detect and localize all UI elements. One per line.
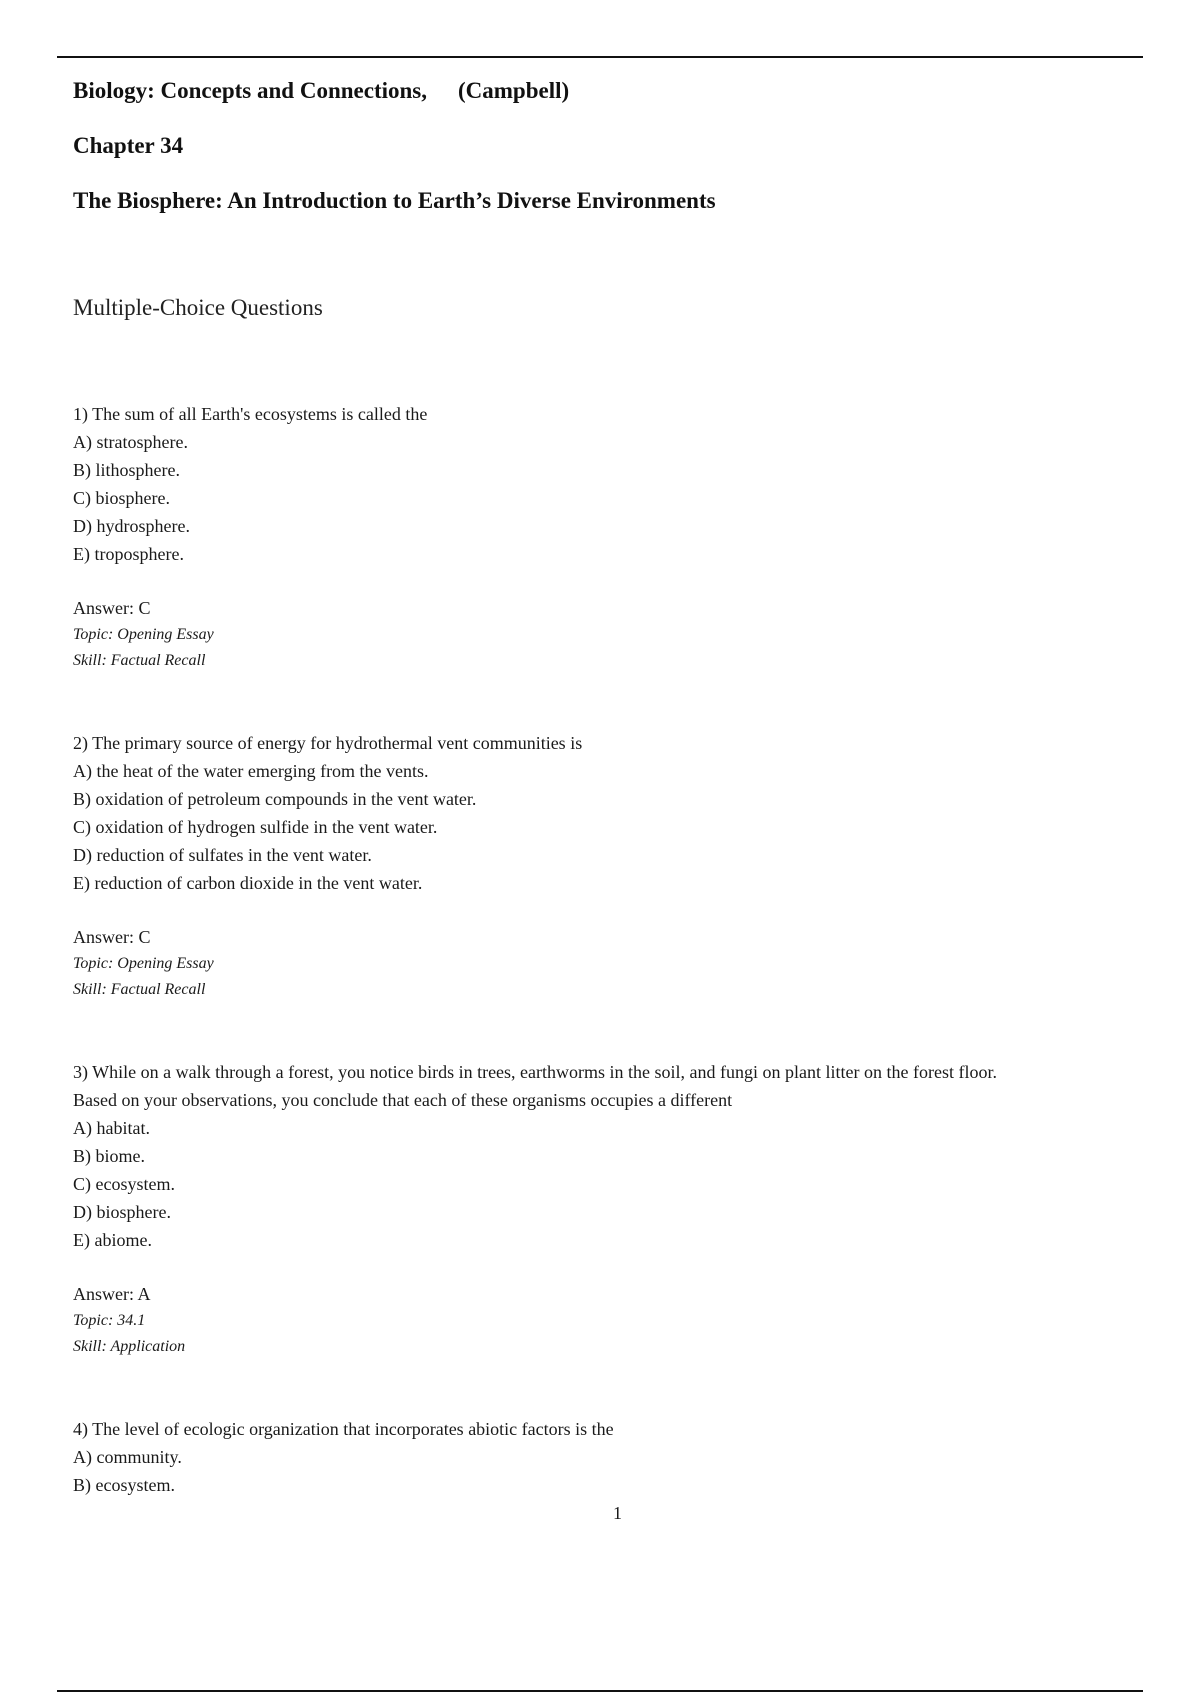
answer-option: B) lithosphere. (73, 460, 180, 480)
answer-option: B) oxidation of petroleum compounds in the vent water. (73, 789, 477, 809)
question-stem-line-1: 3) While on a walk through a forest, you notice birds in trees, earthworms in the soil, and fungi on plant litter on the forest floor. (73, 1062, 997, 1082)
question-4 (73, 1415, 1133, 1499)
answer-option: B) ecosystem. (73, 1475, 175, 1495)
answer-option: D) reduction of sulfates in the vent water. (73, 845, 372, 865)
skill-label: Skill: Application (73, 1338, 186, 1355)
bottom-rule (57, 1690, 1143, 1692)
book-title: Biology: Concepts and Connections, (73, 78, 427, 103)
question-1 (73, 400, 1133, 674)
answer-option: D) hydrosphere. (73, 516, 190, 536)
answer-option: E) troposphere. (73, 544, 184, 564)
answer-key: Answer: C (73, 927, 151, 947)
question-stem-line-2: Based on your observations, you conclude that each of these organisms occupies a different (73, 1090, 733, 1110)
question-stem: 2) The primary source of energy for hydrothermal vent communities is (73, 733, 583, 753)
answer-option: C) biosphere. (73, 488, 170, 508)
answer-option: A) community. (73, 1447, 182, 1467)
answer-key: Answer: C (73, 598, 151, 618)
answer-option: A) stratosphere. (73, 432, 188, 452)
answer-key: Answer: A (73, 1284, 151, 1304)
answer-option: A) the heat of the water emerging from the vents. (73, 761, 429, 781)
topic-label: Topic: Opening Essay (73, 626, 214, 643)
chapter-number: Chapter 34 (73, 133, 184, 158)
section-title: Multiple-Choice Questions (73, 295, 323, 320)
question-stem: 1) The sum of all Earth's ecosystems is called the (73, 404, 428, 424)
skill-label: Skill: Factual Recall (73, 981, 206, 998)
skill-label: Skill: Factual Recall (73, 652, 206, 669)
question-stem: 4) The level of ecologic organization that incorporates abiotic factors is the (73, 1419, 614, 1439)
topic-label: Topic: Opening Essay (73, 955, 214, 972)
book-author: (Campbell) (457, 78, 570, 103)
answer-option: A) habitat. (73, 1118, 150, 1138)
answer-option: E) abiome. (73, 1230, 152, 1250)
question-3 (73, 1058, 1133, 1360)
answer-option: D) biosphere. (73, 1202, 171, 1222)
question-2 (73, 729, 1133, 1003)
top-rule (57, 56, 1143, 58)
answer-option: C) ecosystem. (73, 1174, 175, 1194)
answer-option: C) oxidation of hydrogen sulfide in the vent water. (73, 817, 438, 837)
book-title-line (73, 78, 569, 104)
topic-label: Topic: 34.1 (73, 1312, 146, 1329)
page-number: 1 (613, 1503, 622, 1523)
answer-option: B) biome. (73, 1146, 145, 1166)
chapter-title: The Biosphere: An Introduction to Earth’s Diverse Environments (73, 188, 716, 213)
answer-option: E) reduction of carbon dioxide in the vent water. (73, 873, 423, 893)
